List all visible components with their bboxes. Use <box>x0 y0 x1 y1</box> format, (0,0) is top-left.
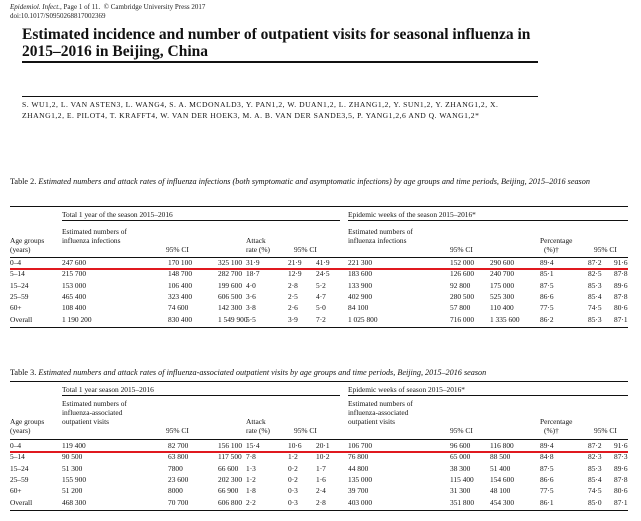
table3-header-ci: 95% CI <box>166 426 189 435</box>
table3-cell: 7800 <box>168 463 183 473</box>
table2-cell: 87·5 <box>540 280 554 290</box>
author-list: S. WU1,2, L. VAN ASTEN3, L. WANG4, S. A. MCDONALD3, Y. PAN1,2, W. DUAN1,2, L. ZHANG1,2, Y. SUN1,2, Y. ZHANG1,2, X. ZHANG1,2, E. PILOT4, T. KRAFFT4, W. VAN DER HOEK3, M. A. B. VAN DER SANDE3,5, P. YANG1,2,6 AND Q. WANG1,2* <box>22 100 499 120</box>
table2-row-label: 60+ <box>10 303 22 313</box>
table2-cell: 465 400 <box>62 291 87 301</box>
table2-cell: 126 600 <box>450 269 475 279</box>
table3-header-estimate: Estimated numbers of <box>62 399 127 408</box>
table2-cell: 2·8 <box>288 280 298 290</box>
table2-cell: 86·6 <box>540 291 554 301</box>
table2-cell: 133 900 <box>348 280 373 290</box>
table2-row-label: 15–24 <box>10 280 29 290</box>
table3 <box>10 381 628 521</box>
table2-cell: 87·8 <box>614 291 628 301</box>
table2-cell: 221 300 <box>348 258 373 267</box>
table3-header-percentage: Percentage <box>540 417 573 426</box>
table2-group-rule-1 <box>62 220 340 221</box>
table2-cell: 4·0 <box>246 280 256 290</box>
table3-cell: 1·6 <box>316 474 326 484</box>
table2-group-epidemic: Epidemic weeks of the season 2015–2016* <box>348 210 476 219</box>
table3-cell: 89·6 <box>614 463 628 473</box>
table2-cell: 85·1 <box>540 269 554 279</box>
table3-cell: 202 300 <box>218 474 243 484</box>
table2-cell: 85·3 <box>588 280 602 290</box>
table2-header-percentage: (%)† <box>544 245 559 254</box>
journal-header <box>10 3 205 21</box>
table3-cell: 154 600 <box>490 474 515 484</box>
table3-header-epi-ci: 95% CI <box>450 426 473 435</box>
table3-cell: 91·6 <box>614 441 628 450</box>
table3-caption-text: Estimated numbers and attack rates of influenza-associated outpatient visits by age groups and time periods, Beijing, 2015–2016 season <box>38 368 487 377</box>
table3-header-estimate: influenza-associated <box>62 408 123 417</box>
table3-cell: 1·2 <box>246 474 256 484</box>
table2-cell: 4·7 <box>316 291 326 301</box>
table2-cell: 85·4 <box>588 291 602 301</box>
table3-cell: 0·2 <box>288 474 298 484</box>
table3-cell: 0·3 <box>288 486 298 496</box>
table2-top-rule <box>10 206 628 207</box>
table3-cell: 454 300 <box>490 497 515 507</box>
table3-cell: 1·3 <box>246 463 256 473</box>
table3-cell: 20·1 <box>316 441 330 450</box>
table2-cell: 77·5 <box>540 303 554 313</box>
table2-header-epi-ci: 95% CI <box>450 245 473 254</box>
table2-header-percentage: Percentage <box>540 236 573 245</box>
table3-row-label: 25–59 <box>10 474 29 484</box>
table2-cell: 1 549 900 <box>218 314 248 324</box>
table3-cell: 155 900 <box>62 474 87 484</box>
table3-cell: 1·8 <box>246 486 256 496</box>
table3-cell: 115 400 <box>450 474 474 484</box>
table3-cell: 89·4 <box>540 441 554 450</box>
table3-cell: 66 900 <box>218 486 239 496</box>
table3-cell: 87·3 <box>614 452 628 462</box>
table2-cell: 110 400 <box>490 303 514 313</box>
table3-row-label: Overall <box>10 497 33 507</box>
table3-cell: 70 700 <box>168 497 189 507</box>
table3-cell: 88 500 <box>490 452 511 462</box>
table3-cell: 119 400 <box>62 441 86 450</box>
table3-cell: 86·6 <box>540 474 554 484</box>
table2-cell: 247 600 <box>62 258 87 267</box>
table3-cell: 15·4 <box>246 441 260 450</box>
table3-cell: 77·5 <box>540 486 554 496</box>
table3-header-age: (years) <box>10 426 31 435</box>
table2-cell: 24·5 <box>316 269 330 279</box>
table2-cell: 3·9 <box>288 314 298 324</box>
table2-cell: 87·2 <box>588 258 602 267</box>
table3-cell: 116 800 <box>490 441 514 450</box>
table2-header-estimate: Estimated numbers of <box>62 227 127 236</box>
table3-cell: 1·7 <box>316 463 326 473</box>
table3-cell: 76 800 <box>348 452 369 462</box>
table2-cell: 108 400 <box>62 303 87 313</box>
table2-bottom-rule <box>10 327 628 328</box>
table2-header-pct-ci: 95% CI <box>594 245 617 254</box>
table3-cell: 38 300 <box>450 463 471 473</box>
table3-cell: 44 800 <box>348 463 369 473</box>
table2-cell: 2·5 <box>288 291 298 301</box>
table3-header-estimate-epidemic: influenza-associated <box>348 408 409 417</box>
table3-cell: 80·6 <box>614 486 628 496</box>
table2-cell: 175 000 <box>490 280 515 290</box>
table3-group-rule-2 <box>348 395 628 396</box>
table3-header-attack: Attack <box>246 417 266 426</box>
table2-cell: 87·1 <box>614 314 628 324</box>
table2-header-estimate-epidemic: Estimated numbers of <box>348 227 413 236</box>
table2-cell: 170 100 <box>168 258 193 267</box>
table3-cell: 86·1 <box>540 497 554 507</box>
author-rule <box>22 96 538 97</box>
table2-header-attack: Attack <box>246 236 266 245</box>
table2-cell: 323 400 <box>168 291 193 301</box>
journal-page: , Page 1 of 11. <box>59 3 101 11</box>
table3-cell: 87·1 <box>614 497 628 507</box>
table3-cell: 351 800 <box>450 497 475 507</box>
table3-cell: 1·2 <box>288 452 298 462</box>
table2-cell: 280 500 <box>450 291 475 301</box>
table3-cell: 96 600 <box>450 441 471 450</box>
table2-cell: 525 300 <box>490 291 515 301</box>
table3-cell: 90 500 <box>62 452 83 462</box>
table2-cell: 402 900 <box>348 291 373 301</box>
table2-cell: 92 800 <box>450 280 471 290</box>
table2-header-attack: rate (%) <box>246 245 271 254</box>
table3-group-total: Total 1 year season 2015–2016 <box>62 385 154 394</box>
table3-cell: 51 400 <box>490 463 511 473</box>
table3-caption <box>10 368 625 378</box>
table3-cell: 8000 <box>168 486 183 496</box>
table3-cell: 10·6 <box>288 441 302 450</box>
table3-cell: 74·5 <box>588 486 602 496</box>
table2-cell: 87·8 <box>614 269 628 279</box>
article-title: Estimated incidence and number of outpatient visits for seasonal influenza in 2015–2016 in Beijing, China <box>22 26 531 60</box>
table2-cell: 91·6 <box>614 258 628 267</box>
table2-cell: 31·9 <box>246 258 260 267</box>
table3-cell: 87·2 <box>588 441 602 450</box>
table2-group-rule-2 <box>348 220 628 221</box>
table3-row-label: 0–4 <box>10 441 22 450</box>
table2-cell: 82·5 <box>588 269 602 279</box>
table3-cell: 84·8 <box>540 452 554 462</box>
table2-caption-text: Estimated numbers and attack rates of influenza infections (both symptomatic and asymptomatic infections) by age groups and time periods, Beijing, 2015–2016 season <box>38 177 590 186</box>
table3-cell: 65 000 <box>450 452 471 462</box>
table2-cell: 142 300 <box>218 303 243 313</box>
table2-cell: 106 400 <box>168 280 193 290</box>
table2-row-label: 25–59 <box>10 291 29 301</box>
table2-cell: 21·9 <box>288 258 302 267</box>
table2-cell: 3·6 <box>246 291 256 301</box>
table3-row-label: 5–14 <box>10 452 25 462</box>
table3-cell: 85·3 <box>588 463 602 473</box>
table2-highlight-rule <box>10 268 628 270</box>
table2-cell: 325 100 <box>218 258 243 267</box>
table2-cell: 57 800 <box>450 303 471 313</box>
table2-cell: 183 600 <box>348 269 373 279</box>
table3-header-pct-ci: 95% CI <box>594 426 617 435</box>
table3-cell: 0·3 <box>288 497 298 507</box>
table3-header-estimate-epidemic: outpatient visits <box>348 417 396 426</box>
table3-cell: 2·4 <box>316 486 326 496</box>
table3-cell: 117 500 <box>218 452 242 462</box>
table2-cell: 290 600 <box>490 258 515 267</box>
table2-cell: 12·9 <box>288 269 302 279</box>
table3-cell: 87·5 <box>540 463 554 473</box>
table2-cell: 5·0 <box>316 303 326 313</box>
table2-cell: 84 100 <box>348 303 369 313</box>
table3-cell: 606 800 <box>218 497 243 507</box>
table3-cell: 10·2 <box>316 452 330 462</box>
table3-group-rule-1 <box>62 395 340 396</box>
copyright: © Cambridge University Press 2017 <box>103 3 206 11</box>
table2-cell: 606 500 <box>218 291 243 301</box>
table3-cell: 106 700 <box>348 441 373 450</box>
table2-cell: 1 190 200 <box>62 314 92 324</box>
table2-row-label: 0–4 <box>10 258 22 267</box>
table2-cell: 153 000 <box>62 280 87 290</box>
table3-header-attack-ci: 95% CI <box>294 426 317 435</box>
table2-cell: 282 700 <box>218 269 243 279</box>
table2-row-label: 5–14 <box>10 269 25 279</box>
table3-cell: 87·8 <box>614 474 628 484</box>
table2-cell: 1 025 800 <box>348 314 378 324</box>
table3-header-estimate: outpatient visits <box>62 417 110 426</box>
table2-header-estimate-epidemic: influenza infections <box>348 236 407 245</box>
title-rule <box>22 61 538 63</box>
table2-cell: 2·6 <box>288 303 298 313</box>
table3-cell: 2·8 <box>316 497 326 507</box>
table2-label: Table 2. <box>10 177 37 186</box>
table3-row-label: 15–24 <box>10 463 29 473</box>
table3-cell: 23 600 <box>168 474 189 484</box>
table2 <box>10 206 628 352</box>
table2-cell: 148 700 <box>168 269 193 279</box>
table2-cell: 89·6 <box>614 280 628 290</box>
table3-cell: 156 100 <box>218 441 243 450</box>
table2-header-estimate: influenza infections <box>62 236 121 245</box>
table3-cell: 31 300 <box>450 486 471 496</box>
table2-cell: 89·4 <box>540 258 554 267</box>
table2-cell: 74·5 <box>588 303 602 313</box>
table3-header-attack: rate (%) <box>246 426 271 435</box>
table3-cell: 82·3 <box>588 452 602 462</box>
table3-cell: 0·2 <box>288 463 298 473</box>
table2-cell: 199 600 <box>218 280 243 290</box>
table3-cell: 48 100 <box>490 486 511 496</box>
table2-cell: 5·5 <box>246 314 256 324</box>
table3-header-percentage: (%)† <box>544 426 559 435</box>
doi: doi:10.1017/S0950268817002369 <box>10 12 106 20</box>
table2-cell: 830 400 <box>168 314 193 324</box>
table2-cell: 85·3 <box>588 314 602 324</box>
table2-cell: 215 700 <box>62 269 87 279</box>
table3-cell: 135 000 <box>348 474 373 484</box>
table2-cell: 80·6 <box>614 303 628 313</box>
table2-cell: 152 000 <box>450 258 475 267</box>
table2-cell: 86·2 <box>540 314 554 324</box>
table2-cell: 716 000 <box>450 314 475 324</box>
table3-cell: 66 600 <box>218 463 239 473</box>
table3-cell: 39 700 <box>348 486 369 496</box>
table3-header-rule <box>10 439 628 440</box>
table2-cell: 5·2 <box>316 280 326 290</box>
table3-cell: 403 000 <box>348 497 373 507</box>
table3-cell: 82 700 <box>168 441 189 450</box>
table2-row-label: Overall <box>10 314 33 324</box>
table2-header-age: Age groups <box>10 236 45 245</box>
table2-cell: 7·2 <box>316 314 326 324</box>
table2-header-ci: 95% CI <box>166 245 189 254</box>
table2-group-total: Total 1 year of the season 2015–2016 <box>62 210 173 219</box>
table3-header-age: Age groups <box>10 417 45 426</box>
table3-group-epidemic: Epidemic weeks of season 2015–2016* <box>348 385 465 394</box>
table2-cell: 41·9 <box>316 258 330 267</box>
table2-header-attack-ci: 95% CI <box>294 245 317 254</box>
table3-cell: 468 300 <box>62 497 87 507</box>
table2-cell: 240 700 <box>490 269 515 279</box>
table3-cell: 51 200 <box>62 486 83 496</box>
table2-cell: 1 335 600 <box>490 314 520 324</box>
table2-cell: 3·8 <box>246 303 256 313</box>
table2-cell: 74 600 <box>168 303 189 313</box>
table3-bottom-rule <box>10 510 628 511</box>
table3-cell: 85·0 <box>588 497 602 507</box>
table3-highlight-rule <box>10 451 628 453</box>
table2-caption <box>10 177 625 187</box>
table3-label: Table 3. <box>10 368 37 377</box>
table3-header-estimate-epidemic: Estimated numbers of <box>348 399 413 408</box>
table3-top-rule <box>10 381 628 382</box>
table2-header-age: (years) <box>10 245 31 254</box>
table3-cell: 51 300 <box>62 463 83 473</box>
journal-name: Epidemiol. Infect. <box>10 3 60 11</box>
table3-cell: 85·4 <box>588 474 602 484</box>
table3-cell: 63 800 <box>168 452 189 462</box>
table2-cell: 18·7 <box>246 269 260 279</box>
table3-cell: 7·8 <box>246 452 256 462</box>
table3-row-label: 60+ <box>10 486 22 496</box>
table3-cell: 2·2 <box>246 497 256 507</box>
